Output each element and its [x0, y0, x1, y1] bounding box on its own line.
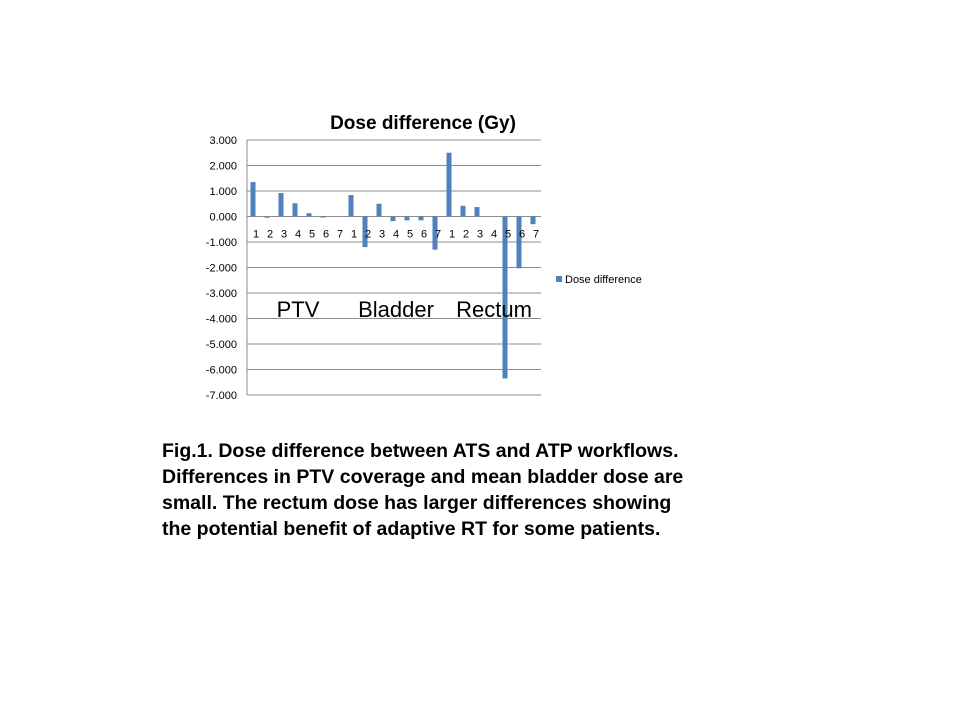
x-tick-label: 4: [294, 228, 302, 241]
x-tick-label: 5: [308, 228, 316, 241]
bar: [447, 153, 452, 217]
x-tick-label: 7: [336, 228, 344, 241]
group-label: Bladder: [358, 297, 434, 322]
x-tick-label: 7: [532, 228, 540, 241]
bar: [391, 217, 396, 222]
y-tick-label: -6.000: [205, 364, 237, 377]
x-tick-label: 5: [504, 228, 512, 241]
x-tick-label: 3: [280, 228, 288, 241]
y-tick-label: -1.000: [205, 237, 237, 249]
group-label: PTV: [276, 297, 320, 322]
bar: [293, 203, 298, 216]
bar: [321, 217, 326, 218]
y-tick-label: 0.000: [209, 211, 237, 224]
bar: [461, 206, 466, 217]
y-tick-label: -2.000: [205, 262, 237, 275]
x-tick-label: 4: [490, 228, 498, 241]
group-labels: [277, 297, 532, 322]
x-axis: [253, 229, 539, 241]
bar: [517, 217, 522, 269]
bars: [251, 153, 536, 379]
bar: [251, 182, 256, 216]
gridlines: [247, 140, 541, 395]
bar: [307, 213, 312, 216]
caption-line: small. The rectum dose has larger differences showing: [162, 492, 672, 514]
bar: [405, 217, 410, 221]
figure-caption: [162, 438, 762, 542]
x-tick-label: 2: [266, 228, 274, 241]
bar: [377, 204, 382, 217]
x-tick-label: 2: [364, 228, 372, 241]
y-tick-label: 1.000: [209, 186, 237, 198]
x-tick-label: 1: [252, 228, 260, 241]
x-tick-label: 3: [476, 228, 484, 241]
bar: [475, 207, 480, 216]
caption-line: Differences in PTV coverage and mean bladder dose are: [162, 466, 684, 488]
x-tick-label: 7: [434, 228, 442, 241]
legend: [556, 274, 642, 286]
x-tick-label: 6: [322, 228, 330, 241]
bar: [279, 193, 284, 216]
y-tick-label: 2.000: [209, 160, 237, 173]
bar: [531, 217, 536, 225]
x-tick-label: 5: [406, 228, 414, 241]
x-tick-label: 1: [350, 228, 358, 241]
y-tick-label: -4.000: [205, 313, 237, 326]
bar: [419, 217, 424, 221]
y-tick-label: -5.000: [205, 339, 237, 351]
legend-label: Dose difference: [565, 274, 642, 286]
caption-line: Fig.1. Dose difference between ATS and ATP workflows.: [162, 440, 679, 462]
x-tick-label: 4: [392, 228, 400, 241]
y-axis: [206, 135, 247, 402]
legend-swatch: [556, 276, 562, 282]
x-tick-label: 1: [448, 228, 456, 241]
chart-title: Dose difference (Gy): [330, 113, 516, 134]
caption-line: the potential benefit of adaptive RT for some patients.: [162, 518, 661, 540]
y-tick-label: -7.000: [205, 390, 237, 402]
x-tick-label: 2: [462, 228, 470, 241]
y-tick-label: 3.000: [209, 135, 237, 147]
x-tick-label: 3: [378, 228, 386, 241]
x-tick-label: 6: [420, 228, 428, 241]
bar: [349, 195, 354, 216]
y-tick-label: -3.000: [205, 288, 237, 300]
group-label: Rectum: [456, 297, 532, 322]
bar: [265, 217, 270, 218]
x-tick-label: 6: [518, 228, 526, 241]
